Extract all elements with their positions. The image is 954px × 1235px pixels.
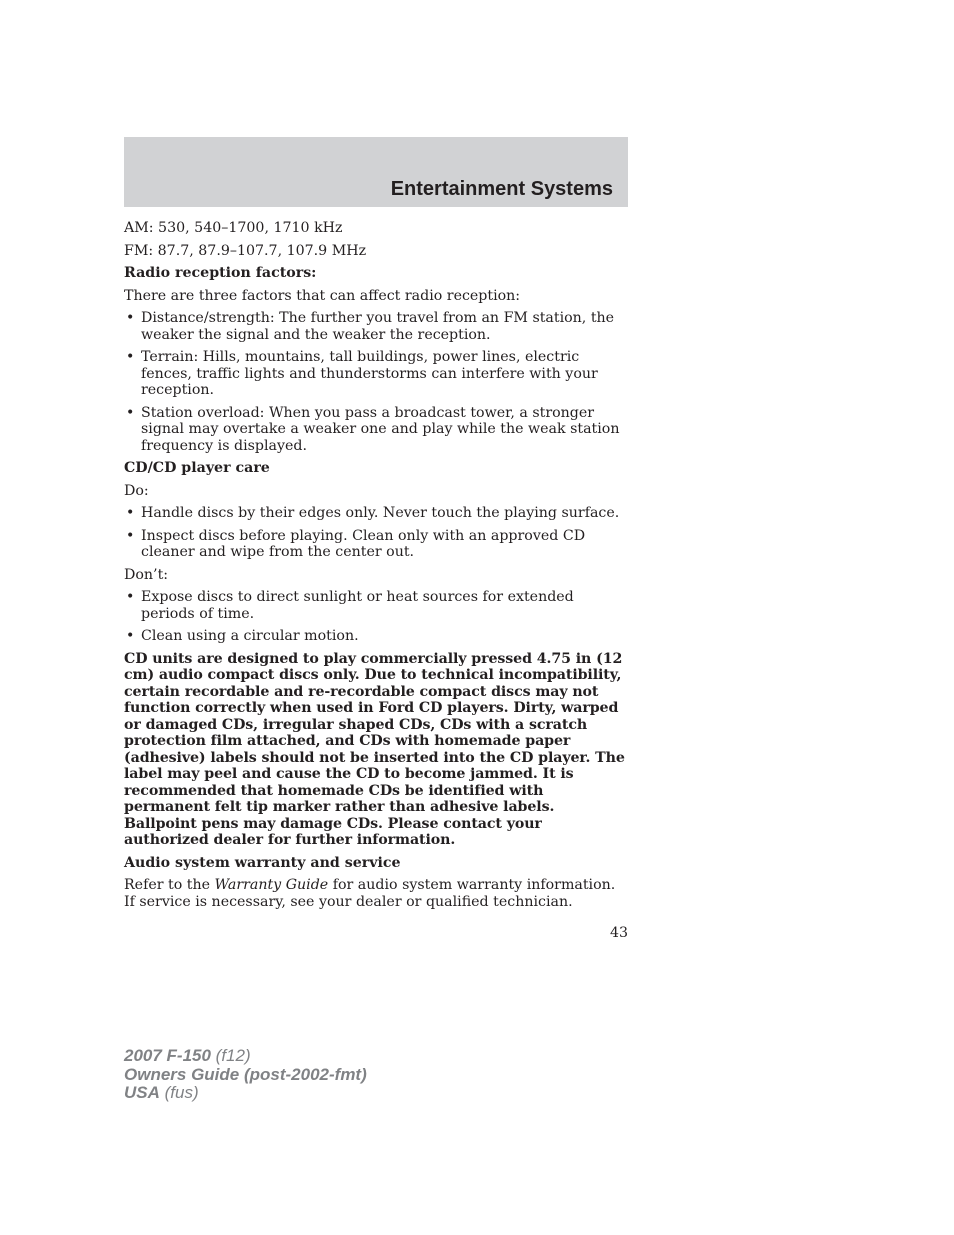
cd-warning-text: CD units are designed to play commercially pressed 4.75 in (12 cm) audio compact discs only. Due to technical incompatibility, certain recordable and re-recordable compact discs may not function correctly when used in Ford CD players. Dirty, warped or damaged CDs, irregular shaped CDs, CDs with a scratch protection film attached, and CDs with homemade paper (adhesive) labels should not be inserted into the CD player. The label may peel and cause the CD to become jammed. It is recommended that homemade CDs be identified with permanent felt tip marker rather than adhesive labels. Ballpoint pens may damage CDs. Please contact your authorized dealer for further information. <box>124 650 625 848</box>
page-number: 43 <box>609 925 628 941</box>
bullet-icon: • <box>126 349 135 365</box>
list-item: • Inspect discs before playing. Clean only with an approved CD cleaner and wipe from the center out. <box>126 527 586 560</box>
footer-line-guide: Owners Guide (post-2002-fmt) <box>124 1064 367 1084</box>
warranty-heading: Audio system warranty and service <box>124 854 401 871</box>
list-item: • Station overload: When you pass a broadcast tower, a stronger signal may overtake a weaker one and play while the weak station frequency is displayed. <box>126 404 620 454</box>
page-content <box>124 220 628 916</box>
list-item: • Handle discs by their edges only. Never touch the playing surface. <box>126 505 620 521</box>
bullet-icon: • <box>126 404 135 421</box>
list-item: • Terrain: Hills, mountains, tall buildings, power lines, electric fences, traffic lights and thunderstorms can interfere with your reception. <box>126 349 598 398</box>
cd-care-heading: CD/CD player care <box>124 460 270 476</box>
footer-line-model: 2007 F-150 (f12) <box>124 1046 251 1065</box>
list-item: • Expose discs to direct sunlight or heat sources for extended periods of time. <box>126 589 574 622</box>
reception-intro: There are three factors that can affect radio reception: <box>124 287 521 304</box>
am-band-range: AM: 530, 540–1700, 1710 kHz <box>124 220 343 236</box>
do-list <box>124 505 628 561</box>
do-label: Do: <box>124 482 149 499</box>
warranty-text: Refer to the Warranty Guide for audio system warranty information. If service is necessary, see your dealer or qualified technician. <box>124 877 616 910</box>
list-item: • Clean using a circular motion. <box>126 628 359 644</box>
section-title: Entertainment Systems <box>390 178 613 200</box>
bullet-icon: • <box>126 589 135 605</box>
bullet-icon: • <box>126 505 135 521</box>
bullet-icon: • <box>126 628 135 644</box>
dont-label: Don’t: <box>124 566 169 583</box>
reception-heading: Radio reception factors: <box>124 265 317 281</box>
section-header-band <box>124 137 628 207</box>
dont-list <box>124 589 628 645</box>
document-footer <box>124 1047 367 1103</box>
reception-factors-list <box>124 310 628 454</box>
footer-line-market: USA (fus) <box>124 1083 199 1102</box>
fm-band-range: FM: 87.7, 87.9–107.7, 107.9 MHz <box>124 242 367 259</box>
bullet-icon: • <box>126 310 135 326</box>
warranty-guide-title: Warranty Guide <box>214 877 329 893</box>
bullet-icon: • <box>126 527 135 544</box>
list-item: • Distance/strength: The further you travel from an FM station, the weaker the signal and the weaker the reception. <box>126 310 615 343</box>
